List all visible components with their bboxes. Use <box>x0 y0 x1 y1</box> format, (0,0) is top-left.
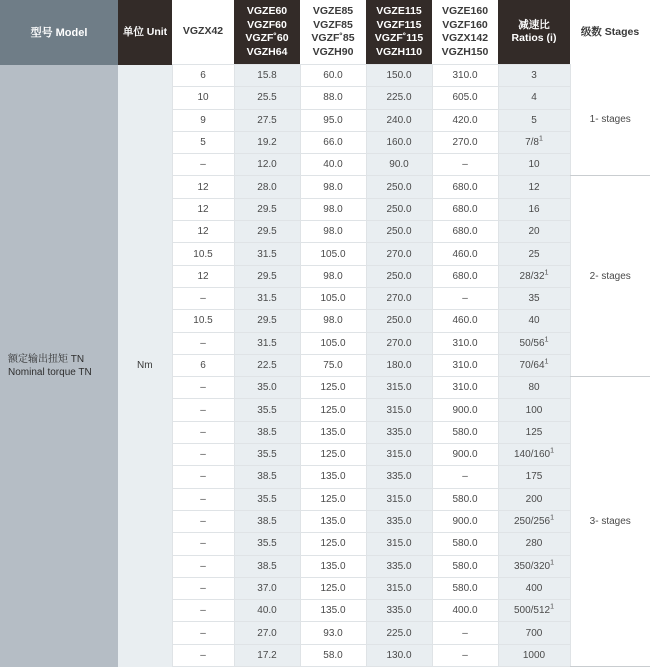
cell-stage-group: 3- stages <box>570 377 650 667</box>
ratio-footnote-mark: 1 <box>550 447 555 455</box>
cell-vgze115: 335.0 <box>366 555 432 577</box>
ratio-footnote-mark: 1 <box>550 514 555 522</box>
cell-vgze160: 900.0 <box>432 399 498 421</box>
header-col-line: VGZX142 <box>441 32 489 44</box>
ratio-footnote-mark: 1 <box>544 358 549 366</box>
cell-vgze160: – <box>432 622 498 644</box>
cell-vgze85: 125.0 <box>300 377 366 399</box>
cell-vgze160: – <box>432 466 498 488</box>
header-ratios <box>498 0 570 65</box>
cell-vgze160: 420.0 <box>432 109 498 131</box>
cell-vgze160: 270.0 <box>432 131 498 153</box>
cell-vgze60: 19.2 <box>234 131 300 153</box>
cell-vgzx42: – <box>172 600 234 622</box>
header-unit: 单位 Unit <box>118 0 172 65</box>
cell-vgzx42: – <box>172 444 234 466</box>
cell-vgze60: 40.0 <box>234 600 300 622</box>
cell-stage-group: 1- stages <box>570 65 650 176</box>
cell-ratio: 700 <box>498 622 570 644</box>
ratio-footnote-mark: 1 <box>539 135 543 143</box>
cell-vgze85: 58.0 <box>300 644 366 666</box>
cell-vgzx42: 10.5 <box>172 243 234 265</box>
cell-vgzx42: – <box>172 533 234 555</box>
cell-vgze60: 27.5 <box>234 109 300 131</box>
cell-vgze160: 580.0 <box>432 577 498 599</box>
cell-vgze115: 270.0 <box>366 332 432 354</box>
cell-vgzx42: – <box>172 399 234 421</box>
cell-vgzx42: – <box>172 510 234 532</box>
cell-vgze60: 38.5 <box>234 555 300 577</box>
cell-vgze160: 310.0 <box>432 377 498 399</box>
cell-vgze85: 98.0 <box>300 265 366 287</box>
row-unit: Nm <box>118 65 172 667</box>
cell-vgzx42: – <box>172 332 234 354</box>
cell-vgze85: 135.0 <box>300 510 366 532</box>
cell-vgze160: 460.0 <box>432 310 498 332</box>
header-col-line: VGZF˚85 <box>311 32 355 44</box>
cell-vgze60: 35.0 <box>234 377 300 399</box>
ratio-footnote-mark: 1 <box>550 603 555 611</box>
cell-vgze160: 310.0 <box>432 332 498 354</box>
cell-ratio: 16 <box>498 198 570 220</box>
cell-vgze60: 31.5 <box>234 332 300 354</box>
cell-vgze85: 125.0 <box>300 577 366 599</box>
cell-vgze60: 29.5 <box>234 221 300 243</box>
cell-vgze160: 400.0 <box>432 600 498 622</box>
cell-vgze85: 125.0 <box>300 399 366 421</box>
cell-vgzx42: 12 <box>172 265 234 287</box>
cell-vgze160: 310.0 <box>432 65 498 87</box>
cell-vgze160: 680.0 <box>432 221 498 243</box>
cell-vgze60: 31.5 <box>234 287 300 309</box>
cell-vgze160: 580.0 <box>432 421 498 443</box>
cell-ratio: 80 <box>498 377 570 399</box>
header-col-line: VGZF˚60 <box>245 32 289 44</box>
header-col-line: VGZE85 <box>312 5 354 17</box>
ratio-footnote-mark: 1 <box>544 269 549 277</box>
cell-vgze60: 35.5 <box>234 444 300 466</box>
cell-vgze160: – <box>432 154 498 176</box>
cell-ratio: 100 <box>498 399 570 421</box>
cell-vgze160: 900.0 <box>432 510 498 532</box>
header-ratios-line: Ratios (i) <box>511 32 557 44</box>
cell-ratio: $7/8^1$ <box>498 131 570 153</box>
cell-ratio: 1000 <box>498 644 570 666</box>
cell-vgze115: 335.0 <box>366 510 432 532</box>
cell-vgze85: 66.0 <box>300 131 366 153</box>
cell-vgze60: 22.5 <box>234 354 300 376</box>
ratio-footnote-mark: 1 <box>544 336 549 344</box>
cell-vgze60: 38.5 <box>234 510 300 532</box>
cell-vgze115: 315.0 <box>366 533 432 555</box>
row-label-en: Nominal torque TN <box>8 366 92 378</box>
header-col-vgzx42 <box>172 0 234 65</box>
header-col-line: VGZH90 <box>312 45 354 58</box>
cell-vgze115: 335.0 <box>366 466 432 488</box>
cell-vgzx42: 6 <box>172 65 234 87</box>
cell-ratio: $500/512^1$ <box>498 600 570 622</box>
cell-vgze115: 270.0 <box>366 287 432 309</box>
cell-ratio: 4 <box>498 87 570 109</box>
cell-vgze85: 98.0 <box>300 310 366 332</box>
cell-vgze160: 605.0 <box>432 87 498 109</box>
cell-vgze60: 37.0 <box>234 577 300 599</box>
cell-vgzx42: 6 <box>172 354 234 376</box>
cell-ratio: 20 <box>498 221 570 243</box>
cell-vgze115: 250.0 <box>366 310 432 332</box>
cell-ratio: 400 <box>498 577 570 599</box>
cell-vgze85: 125.0 <box>300 533 366 555</box>
cell-ratio: 3 <box>498 65 570 87</box>
cell-vgze60: 35.5 <box>234 488 300 510</box>
cell-vgze85: 88.0 <box>300 87 366 109</box>
header-stages: 级数 Stages <box>570 0 650 65</box>
header-col-line: VGZE115 <box>376 5 422 17</box>
cell-vgzx42: – <box>172 555 234 577</box>
cell-vgze160: 580.0 <box>432 533 498 555</box>
cell-vgze85: 98.0 <box>300 221 366 243</box>
cell-vgze60: 35.5 <box>234 533 300 555</box>
table-row <box>0 65 650 87</box>
header-col-vgze115 <box>366 0 432 65</box>
cell-vgzx42: 12 <box>172 221 234 243</box>
cell-vgze160: 680.0 <box>432 176 498 198</box>
cell-ratio: $70/64^1$ <box>498 354 570 376</box>
cell-vgze85: 135.0 <box>300 555 366 577</box>
header-col-line: VGZH110 <box>375 45 423 58</box>
header-ratios-line: 减速比 <box>518 18 550 31</box>
cell-vgze115: 335.0 <box>366 600 432 622</box>
cell-vgzx42: 10 <box>172 87 234 109</box>
cell-vgzx42: 12 <box>172 198 234 220</box>
cell-vgze60: 15.8 <box>234 65 300 87</box>
cell-vgze60: 38.5 <box>234 421 300 443</box>
cell-vgze115: 160.0 <box>366 131 432 153</box>
cell-ratio: 25 <box>498 243 570 265</box>
cell-vgze85: 135.0 <box>300 600 366 622</box>
cell-vgze115: 250.0 <box>366 176 432 198</box>
cell-vgze115: 315.0 <box>366 399 432 421</box>
cell-vgze85: 95.0 <box>300 109 366 131</box>
cell-ratio: $250/256^1$ <box>498 510 570 532</box>
row-label-nominal-torque <box>0 65 118 667</box>
cell-vgzx42: 9 <box>172 109 234 131</box>
cell-vgze85: 98.0 <box>300 176 366 198</box>
cell-stage-group: 2- stages <box>570 176 650 377</box>
cell-vgzx42: 12 <box>172 176 234 198</box>
cell-vgze115: 315.0 <box>366 444 432 466</box>
cell-vgze85: 105.0 <box>300 332 366 354</box>
cell-vgze85: 75.0 <box>300 354 366 376</box>
cell-vgze85: 135.0 <box>300 421 366 443</box>
table-header <box>0 0 650 65</box>
header-col-line: VGZF85 <box>313 18 353 31</box>
header-col-line: VGZF60 <box>247 18 287 31</box>
cell-vgze115: 315.0 <box>366 377 432 399</box>
cell-ratio: $350/320^1$ <box>498 555 570 577</box>
cell-vgze115: 250.0 <box>366 198 432 220</box>
cell-vgze115: 315.0 <box>366 577 432 599</box>
cell-vgzx42: – <box>172 488 234 510</box>
cell-ratio: 175 <box>498 466 570 488</box>
cell-ratio: 35 <box>498 287 570 309</box>
cell-vgze115: 180.0 <box>366 354 432 376</box>
cell-vgze115: 130.0 <box>366 644 432 666</box>
cell-ratio: $50/56^1$ <box>498 332 570 354</box>
cell-vgze85: 105.0 <box>300 287 366 309</box>
cell-vgze85: 60.0 <box>300 65 366 87</box>
cell-vgze115: 225.0 <box>366 622 432 644</box>
cell-ratio: $140/160^1$ <box>498 444 570 466</box>
header-col-line: VGZH64 <box>246 45 288 58</box>
cell-vgze60: 12.0 <box>234 154 300 176</box>
cell-vgze85: 98.0 <box>300 198 366 220</box>
header-col-line: VGZE160 <box>441 5 489 17</box>
cell-vgzx42: – <box>172 421 234 443</box>
header-col-line: VGZF115 <box>376 18 422 31</box>
cell-vgze60: 17.2 <box>234 644 300 666</box>
cell-vgze85: 40.0 <box>300 154 366 176</box>
cell-vgze160: 900.0 <box>432 444 498 466</box>
header-col-line: VGZE60 <box>246 5 288 17</box>
table-body <box>0 65 650 667</box>
cell-ratio: 125 <box>498 421 570 443</box>
cell-vgze115: 315.0 <box>366 488 432 510</box>
cell-vgze60: 35.5 <box>234 399 300 421</box>
cell-ratio: $28/32^1$ <box>498 265 570 287</box>
cell-vgze160: 580.0 <box>432 488 498 510</box>
cell-vgze60: 29.5 <box>234 265 300 287</box>
cell-vgze60: 27.0 <box>234 622 300 644</box>
cell-vgze160: 460.0 <box>432 243 498 265</box>
cell-vgze60: 28.0 <box>234 176 300 198</box>
cell-vgzx42: – <box>172 622 234 644</box>
cell-ratio: 10 <box>498 154 570 176</box>
cell-vgzx42: 10.5 <box>172 310 234 332</box>
cell-vgze115: 90.0 <box>366 154 432 176</box>
cell-vgzx42: 5 <box>172 131 234 153</box>
cell-vgze160: – <box>432 287 498 309</box>
cell-ratio: 200 <box>498 488 570 510</box>
header-col-line: VGZF˚115 <box>374 32 424 44</box>
cell-vgzx42: – <box>172 466 234 488</box>
row-label-cn: 额定输出扭矩 TN <box>8 353 85 365</box>
cell-vgze160: – <box>432 644 498 666</box>
cell-ratio: 12 <box>498 176 570 198</box>
header-col-vgze160 <box>432 0 498 65</box>
header-col-vgze85 <box>300 0 366 65</box>
header-row <box>0 0 650 65</box>
cell-vgze60: 29.5 <box>234 198 300 220</box>
header-col-vgze60 <box>234 0 300 65</box>
cell-vgzx42: – <box>172 377 234 399</box>
cell-vgze60: 38.5 <box>234 466 300 488</box>
cell-vgze115: 150.0 <box>366 65 432 87</box>
cell-vgze85: 93.0 <box>300 622 366 644</box>
cell-vgze160: 680.0 <box>432 265 498 287</box>
cell-ratio: 5 <box>498 109 570 131</box>
cell-ratio: 40 <box>498 310 570 332</box>
header-model: 型号 Model <box>0 0 118 65</box>
cell-vgzx42: – <box>172 644 234 666</box>
cell-vgze85: 105.0 <box>300 243 366 265</box>
cell-vgzx42: – <box>172 287 234 309</box>
header-col-line: VGZH150 <box>441 45 489 58</box>
cell-vgze115: 225.0 <box>366 87 432 109</box>
cell-vgze115: 250.0 <box>366 221 432 243</box>
ratio-footnote-mark: 1 <box>550 559 555 567</box>
cell-vgze160: 580.0 <box>432 555 498 577</box>
cell-vgze85: 135.0 <box>300 466 366 488</box>
cell-vgze115: 250.0 <box>366 265 432 287</box>
header-col-line: VGZF160 <box>442 18 488 31</box>
cell-vgze115: 335.0 <box>366 421 432 443</box>
cell-vgze60: 29.5 <box>234 310 300 332</box>
cell-vgze60: 31.5 <box>234 243 300 265</box>
cell-vgze160: 680.0 <box>432 198 498 220</box>
header-col-line: VGZX42 <box>182 25 224 38</box>
cell-vgze60: 25.5 <box>234 87 300 109</box>
cell-vgze115: 270.0 <box>366 243 432 265</box>
cell-vgze160: 310.0 <box>432 354 498 376</box>
cell-ratio: 280 <box>498 533 570 555</box>
cell-vgze85: 125.0 <box>300 444 366 466</box>
cell-vgzx42: – <box>172 154 234 176</box>
cell-vgze115: 240.0 <box>366 109 432 131</box>
cell-vgzx42: – <box>172 577 234 599</box>
cell-vgze85: 125.0 <box>300 488 366 510</box>
